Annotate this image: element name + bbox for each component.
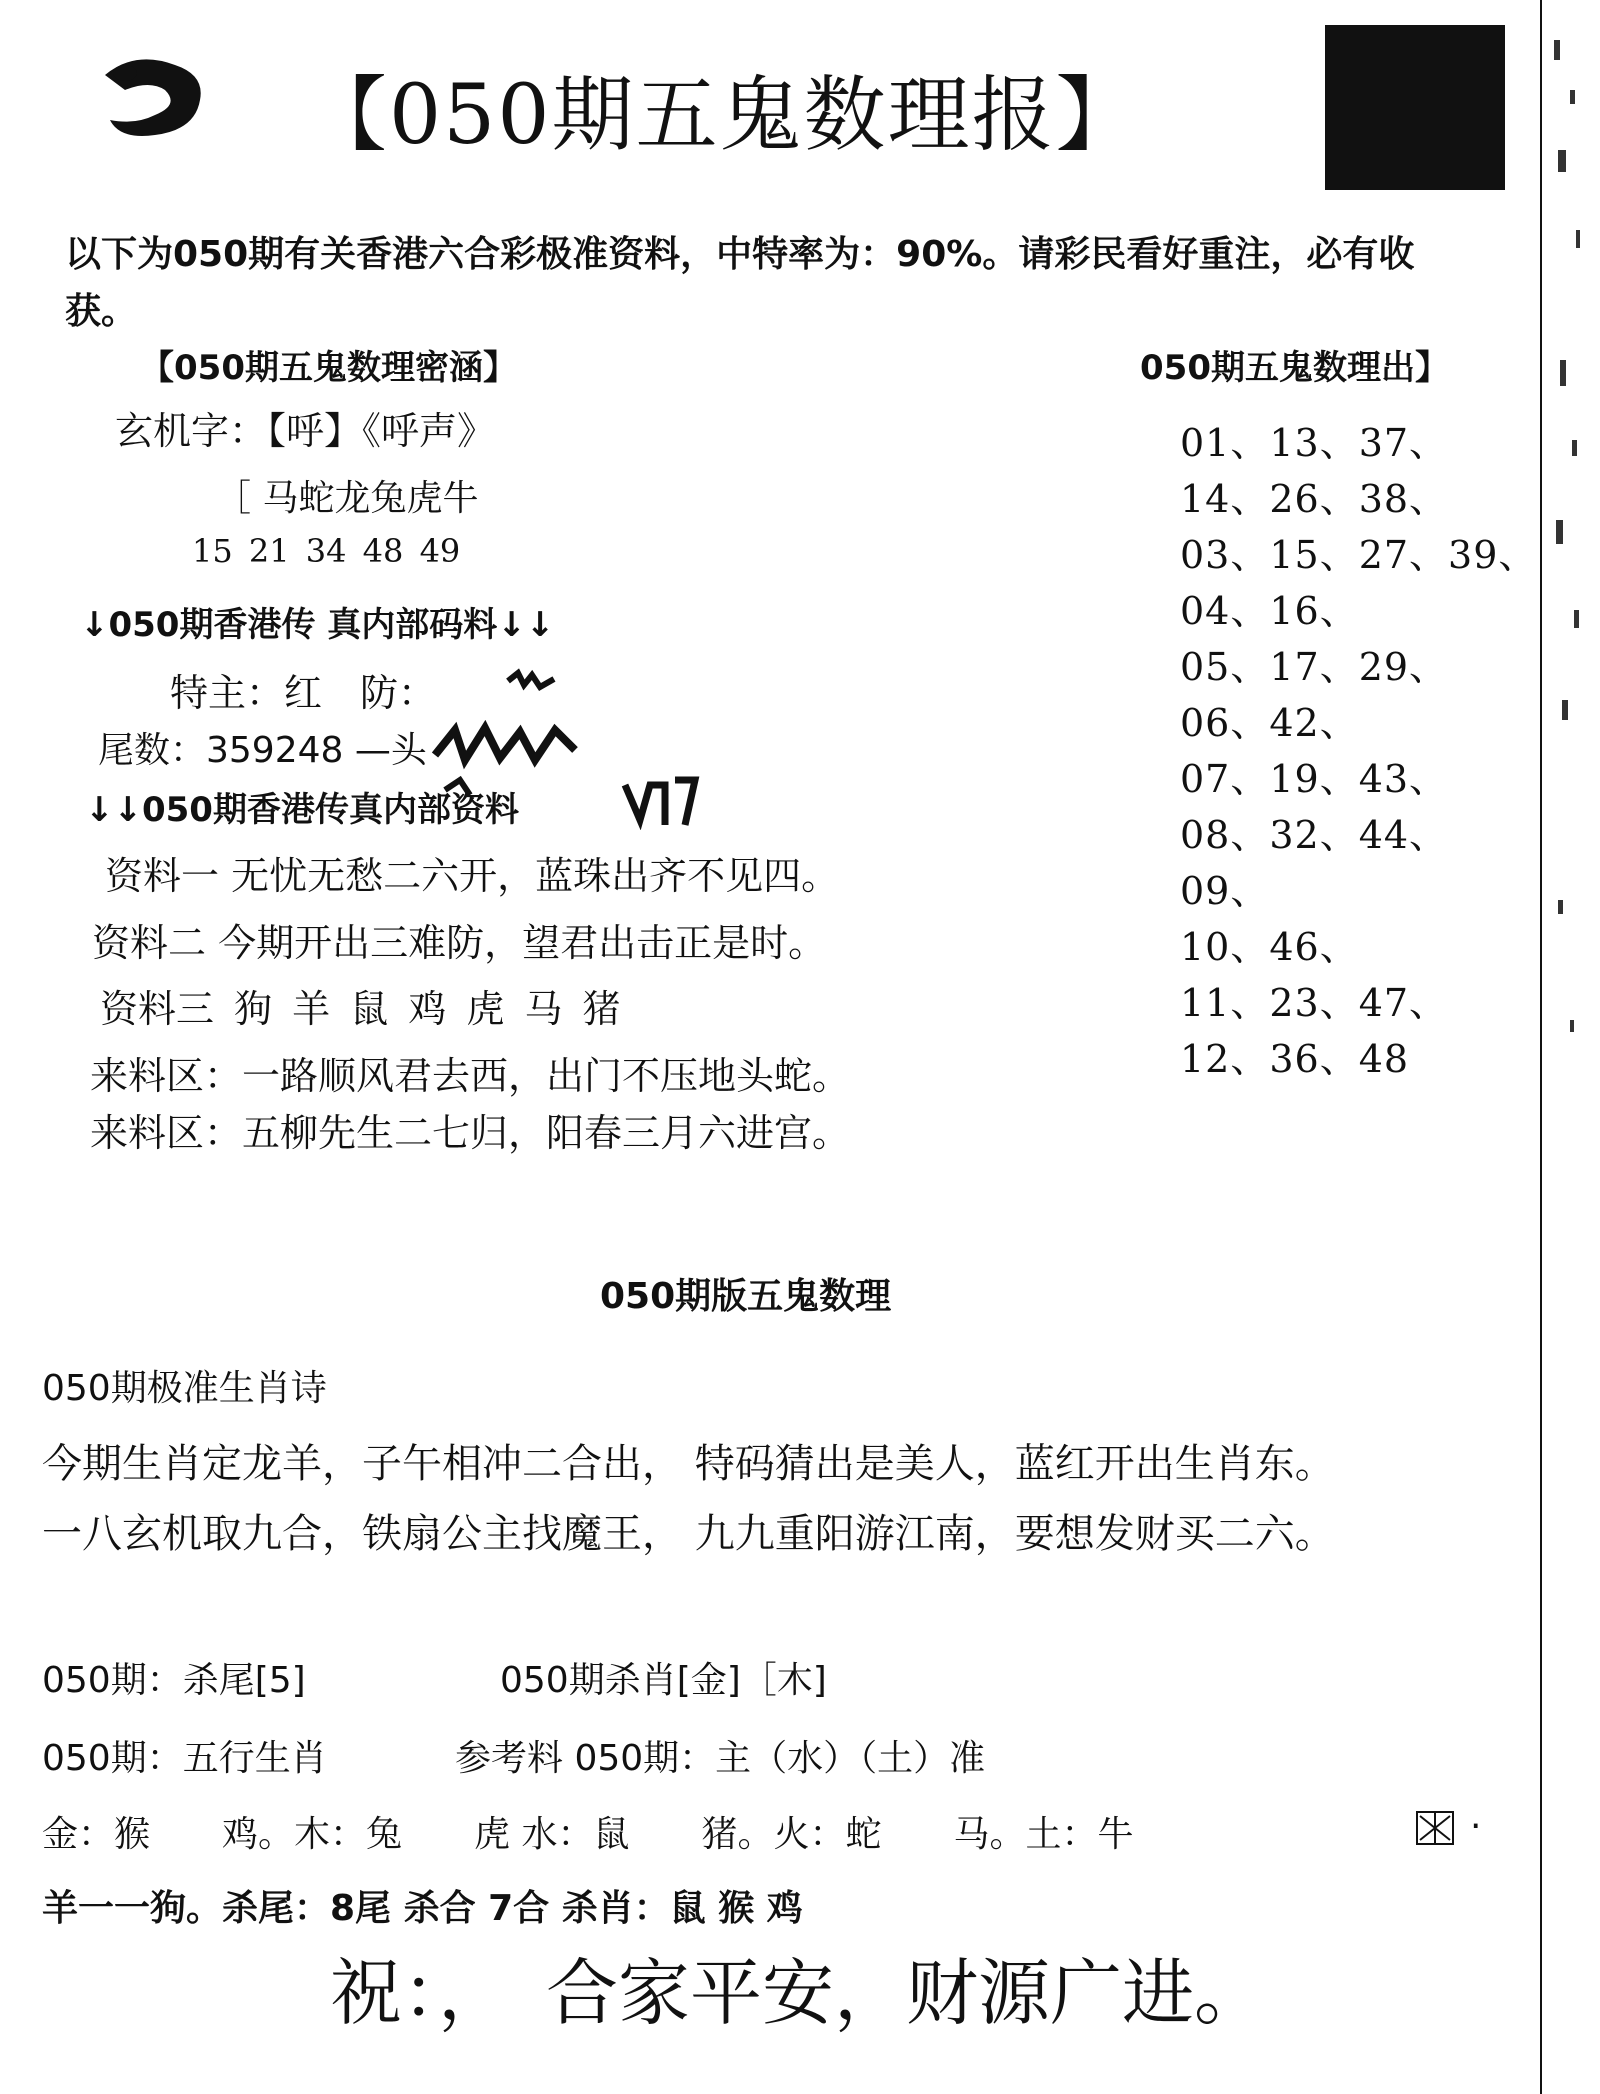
number-row: 06、42、 bbox=[1180, 701, 1359, 745]
number-row: 07、19、43、 bbox=[1180, 757, 1449, 801]
poem-line-1: 今期生肖定龙羊，子午相冲二合出， 特码猜出是美人，蓝红开出生肖东。 bbox=[42, 1441, 1335, 1487]
number-row: 04、16、 bbox=[1180, 589, 1359, 633]
tezhu-text: 特主：红 防： bbox=[170, 671, 437, 715]
ziliao-2: 资料二 今期开出三难防，望君出击正是时。 bbox=[92, 921, 827, 965]
poem-line-2: 一八玄机取九合，铁扇公主找魔王， 九九重阳游江南，要想发财买二六。 bbox=[42, 1511, 1335, 1557]
xuanji-text: 玄机字：【呼】《呼声》 bbox=[115, 409, 496, 453]
weishu-text: 尾数：359248 —头 bbox=[98, 730, 427, 771]
number-row: 08、32、44、 bbox=[1180, 813, 1449, 857]
hk-data-title: ↓↓050期香港传真内部资料 bbox=[85, 790, 519, 830]
last-line-text: 羊一一狗。杀尾：8尾 杀合 7合 杀肖：鼠 猴 鸡 bbox=[42, 1888, 803, 1929]
scribble-mark bbox=[430, 720, 580, 770]
dragon-glyph-mark bbox=[1415, 1808, 1455, 1848]
zodiac-line: ［ 马蛇龙兔虎牛 bbox=[215, 478, 479, 519]
footer-wish: 祝：， 合家平安，财源广进。 bbox=[330, 1951, 1267, 2035]
lailiao-2: 来料区：五柳先生二七归，阳春三月六进宫。 bbox=[90, 1111, 851, 1155]
ziliao-3: 资料三 狗 羊 鼠 鸡 虎 马 猪 bbox=[100, 987, 621, 1031]
number-row: 10、46、 bbox=[1180, 925, 1359, 969]
hk-internal-title: ↓050期香港传 真内部码料↓↓ bbox=[80, 605, 555, 645]
intro-line-2: 获。 bbox=[65, 291, 138, 332]
reference-text: 参考料 050期：主（水）（土）准 bbox=[455, 1738, 986, 1779]
qr-code-image bbox=[1325, 25, 1505, 190]
number-row: 03、15、27、39、 bbox=[1180, 533, 1538, 577]
zodiac-numbers: 15 21 34 48 49 bbox=[192, 532, 461, 570]
lailiao-1: 来料区：一路顺风君去西，出门不压地头蛇。 bbox=[90, 1054, 851, 1098]
number-row: 11、23、47、 bbox=[1180, 981, 1449, 1025]
middle-section-title: 050期版五鬼数理 bbox=[600, 1276, 892, 1317]
numbers-section-title: 050期五鬼数理出】 bbox=[1140, 348, 1449, 388]
number-row: 12、36、48 bbox=[1180, 1037, 1410, 1081]
elements-tail: · bbox=[1470, 1806, 1482, 1847]
section-title-miham: 【050期五鬼数理密涵】 bbox=[140, 348, 517, 388]
kill-zodiac-text: 050期杀肖[金]［木] bbox=[500, 1660, 827, 1701]
scan-edge-noise bbox=[1540, 0, 1600, 2094]
kill-tail-text: 050期：杀尾[5] bbox=[42, 1660, 306, 1701]
poem-title: 050期极准生肖诗 bbox=[42, 1368, 327, 1409]
number-row: 01、13、37、 bbox=[1180, 421, 1449, 465]
scribble-mark bbox=[440, 770, 700, 830]
number-row: 14、26、38、 bbox=[1180, 477, 1449, 521]
logo-mark bbox=[95, 45, 215, 145]
number-row: 05、17、29、 bbox=[1180, 645, 1449, 689]
elements-text: 金：猴 鸡。木：兔 虎 水：鼠 猪。火：蛇 马。土：牛 bbox=[42, 1814, 1206, 1855]
wuxing-text: 050期：五行生肖 bbox=[42, 1738, 327, 1779]
page-title: 【050期五鬼数理报】 bbox=[305, 68, 1140, 163]
ziliao-1: 资料一 无忧无愁二六开，蓝珠出齐不见四。 bbox=[105, 854, 840, 898]
number-row: 09、 bbox=[1180, 869, 1270, 913]
intro-line-1: 以下为050期有关香港六合彩极准资料，中特率为：90%。请彩民看好重注，必有收 bbox=[65, 234, 1415, 275]
scribble-mark bbox=[506, 667, 556, 693]
